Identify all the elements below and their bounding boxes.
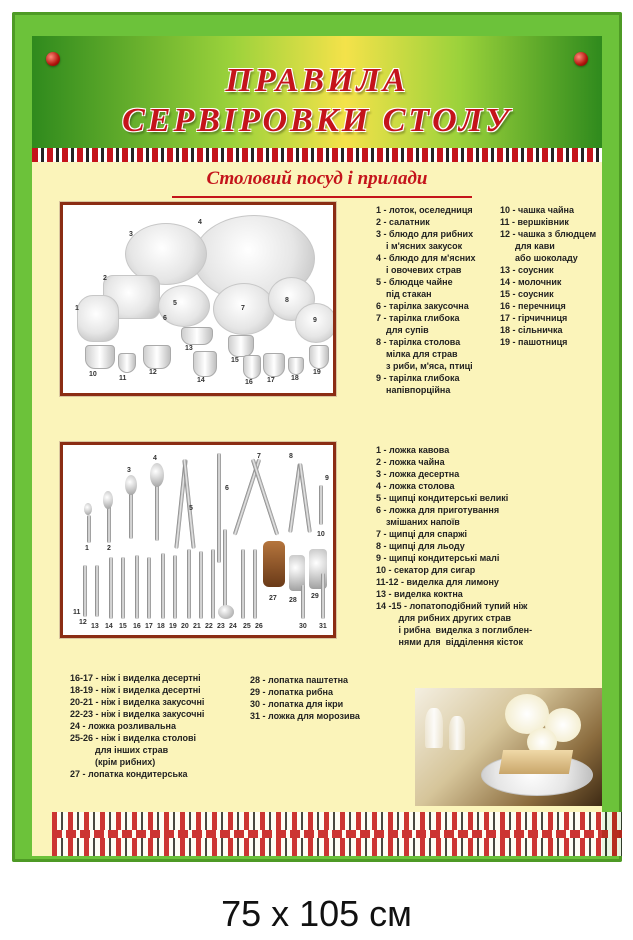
list-item: 3 - блюдо для рибних [376, 229, 474, 239]
list-item: 29 - лопатка рибна [250, 687, 333, 697]
photo-number: 26 [255, 623, 263, 630]
photo-number: 2 [107, 545, 111, 552]
list-item: 1 - лоток, оселедниця [376, 205, 473, 215]
list-item: 3 - ложка десертна [376, 469, 460, 479]
list-item: з риби, м'яса, птиці [376, 361, 473, 371]
photo-number: 18 [157, 623, 165, 630]
list-item: 16 - перечниця [500, 301, 566, 311]
pastry-tongs-small-icon [319, 485, 323, 525]
ladle-bowl-icon [218, 605, 234, 619]
spoon-bowl-icon [125, 475, 137, 495]
mustard-pot-icon [263, 353, 285, 377]
photo-number: 15 [231, 357, 239, 364]
poster-size-label: 75 х 105 см [221, 893, 412, 934]
poster-header [32, 36, 602, 148]
spoon-bowl-icon [103, 491, 113, 509]
list-item: 15 - соусник [500, 289, 554, 299]
creamer-icon [118, 353, 136, 373]
list-item: 18-19 - ніж і виделка десертні [70, 685, 201, 695]
photo-number: 15 [119, 623, 127, 630]
list-item: 13 - соусник [500, 265, 554, 275]
subtitle: Столовий посуд і прилади [206, 168, 428, 189]
photo-number: 27 [269, 595, 277, 602]
photo-number: 3 [129, 231, 133, 238]
wine-glass-icon [425, 708, 443, 748]
list-item: 14 -15 - лопатоподібний тупий ніж [376, 601, 528, 611]
cutlery-list-b [70, 672, 204, 780]
photo-number: 14 [197, 377, 205, 384]
photo-number: 3 [127, 467, 131, 474]
list-item: змішаних напоїв [376, 517, 460, 527]
snack-knife-icon [211, 549, 215, 619]
bar-spoon-icon [217, 453, 221, 563]
tea-cup-icon [85, 345, 115, 369]
subtitle-underline [172, 196, 472, 198]
photo-number: 23 [217, 623, 225, 630]
photo-number: 21 [193, 623, 201, 630]
cutlery-photo [60, 442, 336, 638]
snack-knife-icon [187, 549, 191, 619]
photo-number: 9 [313, 317, 317, 324]
content-panel [32, 162, 602, 856]
ornament-border-bottom [52, 812, 622, 856]
list-item: мілка для страв [376, 349, 458, 359]
photo-number: 30 [299, 623, 307, 630]
list-item: 20-21 - ніж і виделка закусочні [70, 697, 205, 707]
list-item: 30 - лопатка для ікри [250, 699, 344, 709]
table-fork-icon [253, 549, 257, 619]
title-line-1: ПРАВИЛА [225, 62, 409, 99]
list-item: 13 - виделка коктна [376, 589, 463, 599]
herring-dish-icon [77, 295, 119, 342]
photo-number: 10 [89, 371, 97, 378]
list-item: 12 - чашка з блюдцем [500, 229, 597, 239]
photo-number: 13 [91, 623, 99, 630]
photo-number: 11 [119, 375, 127, 382]
spoon-bowl-icon [84, 503, 92, 515]
list-item: 1 - ложка кавова [376, 445, 450, 455]
photo-number: 10 [317, 531, 325, 538]
pastry-tongs-large-icon [182, 459, 195, 549]
list-item: для кави [500, 241, 555, 251]
cutlery-list-c [250, 674, 360, 722]
fish-fork-icon [121, 557, 125, 619]
photo-number: 17 [145, 623, 153, 630]
list-item: 14 - молочник [500, 277, 562, 287]
photo-number: 8 [285, 297, 289, 304]
dessert-knife-icon [135, 555, 139, 619]
list-item: 8 - щипці для льоду [376, 541, 465, 551]
photo-number: 2 [103, 275, 107, 282]
salt-shaker-icon [288, 357, 304, 375]
tableware-list-a [376, 204, 476, 396]
photo-number: 24 [229, 623, 237, 630]
dessert-spoon-icon [129, 489, 133, 539]
photo-number: 8 [289, 453, 293, 460]
list-item: 16-17 - ніж і виделка десертні [70, 673, 201, 683]
dessert-fork-icon [147, 557, 151, 619]
list-item: і овочевих страв [376, 265, 462, 275]
photo-number: 22 [205, 623, 213, 630]
ornament-border-top [32, 148, 602, 162]
photo-number: 14 [105, 623, 113, 630]
photo-number: 13 [185, 345, 193, 352]
list-item: 5 - блюдце чайне [376, 277, 453, 287]
list-item: 27 - лопатка кондитерська [70, 769, 188, 779]
list-item: 25-26 - ніж і виделка столові [70, 733, 197, 743]
egg-cup-icon [309, 345, 329, 369]
photo-number: 5 [189, 505, 193, 512]
cocktail-fork-icon [95, 565, 99, 617]
photo-number: 19 [169, 623, 177, 630]
list-item: 4 - блюдо для м'ясних [376, 253, 476, 263]
coffee-spoon-icon [87, 515, 91, 543]
photo-number: 25 [243, 623, 251, 630]
list-item: напівпорційна [376, 385, 451, 395]
asparagus-tongs-icon [251, 458, 280, 535]
list-item: 28 - лопатка паштетна [250, 675, 349, 685]
title-line-2: СЕРВІРОВКИ СТОЛУ [122, 102, 512, 139]
photo-number: 11 [73, 609, 81, 616]
list-item: 5 - щипці кондитерські великі [376, 493, 509, 503]
table-knife-icon [241, 549, 245, 619]
photo-number: 20 [181, 623, 189, 630]
list-item: для рибних других страв [376, 613, 512, 623]
list-item: (крім рибних) [70, 757, 156, 767]
photo-number: 16 [133, 623, 141, 630]
list-item: і рибна виделка з поглиблен- [376, 625, 533, 635]
pepper-shaker-icon [243, 355, 261, 379]
poster-board [12, 12, 622, 862]
photo-number: 29 [311, 593, 319, 600]
cake-server-icon [263, 541, 285, 587]
ladle-icon [223, 529, 227, 609]
photo-number: 6 [225, 485, 229, 492]
list-item: 22-23 - ніж і виделка закусочні [70, 709, 205, 719]
list-item: 18 - сільничка [500, 325, 563, 335]
sauce-boat-icon [181, 327, 213, 345]
photo-number: 17 [267, 377, 275, 384]
photo-number: 4 [153, 455, 157, 462]
photo-number: 6 [163, 315, 167, 322]
photo-number: 12 [149, 369, 157, 376]
spoon-bowl-icon [150, 463, 164, 487]
list-item: 9 - щипці кондитерські малі [376, 553, 500, 563]
dessert-knife-icon [161, 553, 165, 619]
tableware-list-b [500, 204, 596, 348]
list-item: 19 - пашотниця [500, 337, 568, 347]
photo-number: 12 [79, 619, 87, 626]
list-item: під стакан [376, 289, 432, 299]
photo-number: 18 [291, 375, 299, 382]
photo-number: 31 [319, 623, 327, 630]
napkin-icon [499, 750, 573, 774]
coffee-cup-icon [143, 345, 171, 369]
list-item: для інших страв [70, 745, 169, 755]
photo-number: 1 [75, 305, 79, 312]
milk-jug-icon [193, 351, 217, 377]
list-item: 10 - секатор для сигар [376, 565, 476, 575]
tea-spoon-icon [107, 503, 111, 543]
list-item: 7 - щипці для спаржі [376, 529, 467, 539]
photo-number: 28 [289, 597, 297, 604]
list-item: 31 - ложка для морозива [250, 711, 360, 721]
list-item: 24 - ложка розливальна [70, 721, 176, 731]
list-item: 11-12 - виделка для лимону [376, 577, 499, 587]
photo-number: 19 [313, 369, 321, 376]
photo-number: 4 [198, 219, 202, 226]
photo-number: 5 [173, 300, 177, 307]
list-item: 7 - тарілка глибока [376, 313, 460, 323]
list-item: 17 - гірчичниця [500, 313, 568, 323]
dessert-fork-icon [173, 555, 177, 619]
photo-number: 1 [85, 545, 89, 552]
list-item: для супів [376, 325, 429, 335]
sauce-bowl-icon [228, 335, 254, 357]
list-item: 11 - вершківник [500, 217, 569, 227]
photo-number: 9 [325, 475, 329, 482]
lemon-fork-icon [83, 565, 87, 617]
list-item: 9 - тарілка глибока [376, 373, 460, 383]
photo-number: 7 [257, 453, 261, 460]
photo-number: 16 [245, 379, 253, 386]
list-item: 10 - чашка чайна [500, 205, 574, 215]
list-item: нями для відділення кісток [376, 637, 524, 647]
list-item: 8 - тарілка столова [376, 337, 461, 347]
list-item: 6 - ложка для приготування [376, 505, 500, 515]
list-item: 6 - тарілка закусочна [376, 301, 469, 311]
cutlery-list-a [376, 444, 532, 648]
list-item: або шоколаду [500, 253, 578, 263]
fish-knife-icon [109, 557, 113, 619]
photo-number: 7 [241, 305, 245, 312]
caviar-spatula-icon [301, 585, 305, 619]
table-setting-photo [415, 688, 602, 806]
list-item: і м'ясних закусок [376, 241, 463, 251]
wine-glass-icon [449, 716, 465, 750]
list-item: 4 - ложка столова [376, 481, 455, 491]
snack-fork-icon [199, 551, 203, 619]
list-item: 2 - ложка чайна [376, 457, 445, 467]
ice-cream-spoon-icon [321, 573, 325, 619]
list-item: 2 - салатник [376, 217, 430, 227]
ice-tongs-icon [298, 463, 312, 533]
tableware-photo [60, 202, 336, 396]
table-spoon-icon [155, 481, 159, 541]
